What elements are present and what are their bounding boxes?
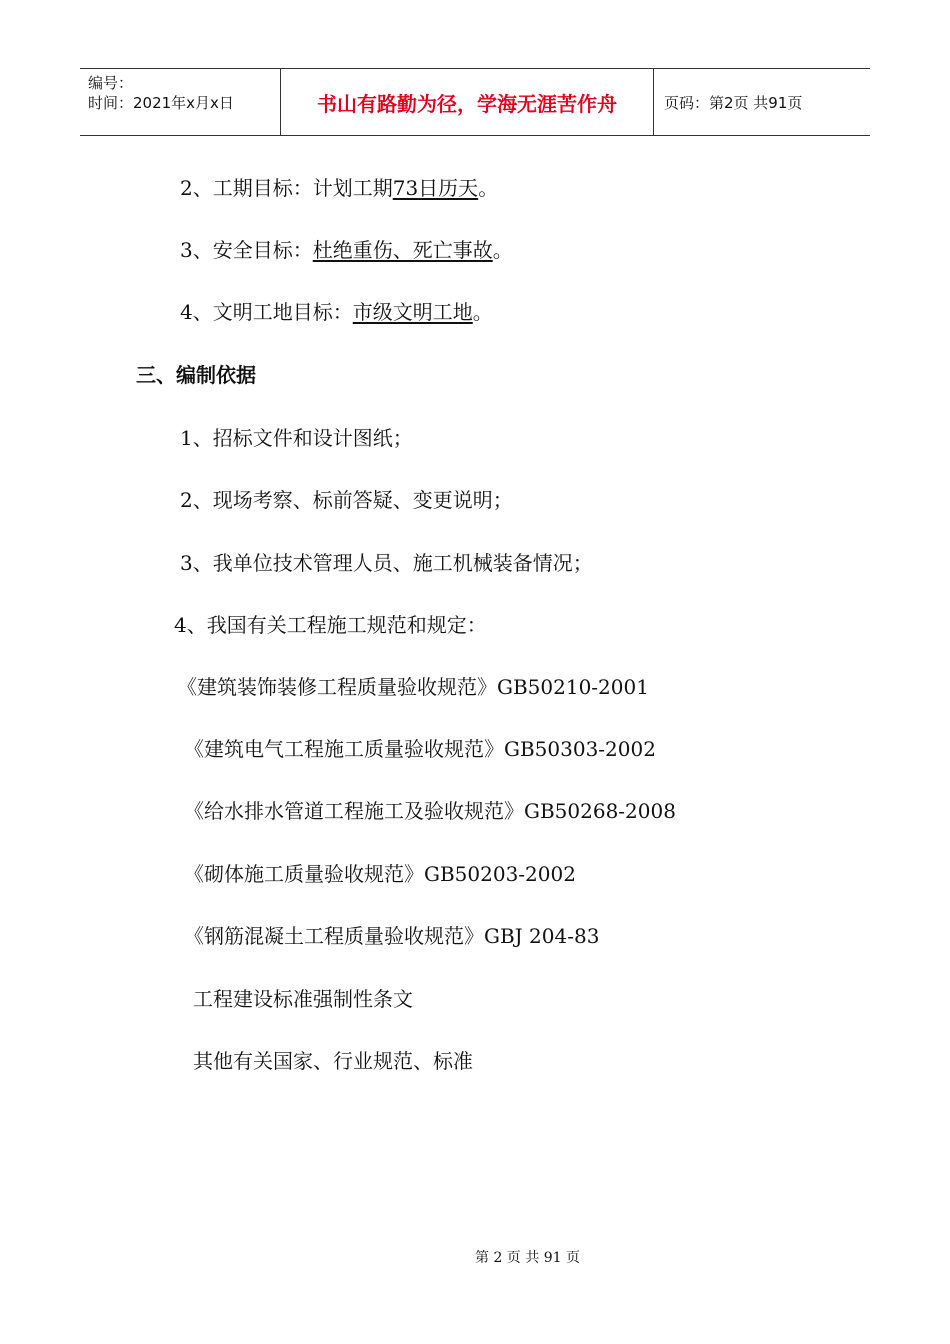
basis-item: 1、招标文件和设计图纸； [180, 426, 413, 450]
basis-item: 2、现场考察、标前答疑、变更说明； [180, 488, 513, 512]
page-footer: 第 2 页 共 91 页 [475, 1250, 580, 1266]
goal-safety [180, 236, 513, 264]
document-date: 时间：2021年x月x日 [88, 94, 234, 112]
goal-safety-label: 3、安全目标： [180, 238, 313, 262]
goal-civilized-label: 4、文明工地目标： [180, 300, 353, 324]
goal-civilized-value: 市级文明工地 [352, 300, 473, 324]
goal-schedule [180, 174, 498, 202]
basis-item: 4、我国有关工程施工规范和规定： [174, 613, 487, 637]
goal-schedule-value: 73日历天 [392, 176, 479, 200]
basis-item: 3、我单位技术管理人员、施工机械装备情况； [180, 551, 593, 575]
standard-item: 其他有关国家、行业规范、标准 [193, 1049, 473, 1073]
goal-safety-value: 杜绝重伤、死亡事故 [312, 238, 493, 262]
goal-schedule-period: 。 [478, 176, 499, 200]
header-meta [80, 69, 281, 135]
goal-schedule-label: 2、工期目标：计划工期 [180, 176, 393, 200]
goal-civilized-period: 。 [472, 300, 493, 324]
standard-item: 工程建设标准强制性条文 [193, 987, 413, 1011]
standard-item: 《建筑装饰装修工程质量验收规范》GB50210-2001 [177, 675, 649, 699]
header-page-info: 页码：第2页 共91页 [664, 93, 803, 112]
goal-safety-period: 。 [492, 238, 513, 262]
header-motto: 书山有路勤为径，学海无涯苦作舟 [281, 69, 654, 135]
standard-item: 《砌体施工质量验收规范》GB50203-2002 [184, 862, 576, 886]
standard-item: 《钢筋混凝土工程质量验收规范》GBJ 204-83 [184, 924, 600, 948]
page-header [80, 68, 870, 136]
document-number-label: 编号： [88, 74, 134, 92]
standard-item: 《给水排水管道工程施工及验收规范》GB50268-2008 [184, 799, 676, 823]
goal-civilized-site [180, 298, 493, 326]
section-heading: 三、编制依据 [136, 363, 256, 387]
standard-item: 《建筑电气工程施工质量验收规范》GB50303-2002 [184, 737, 656, 761]
